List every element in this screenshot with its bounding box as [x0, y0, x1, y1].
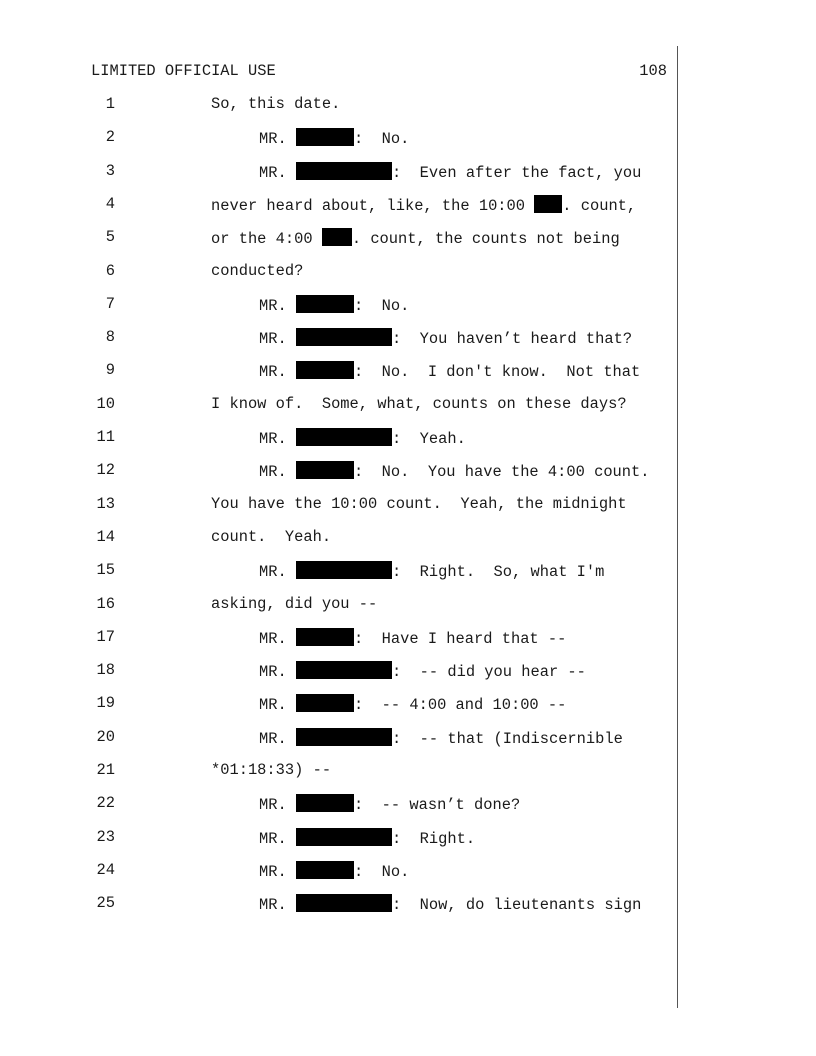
line-text-segment: : Right. So, what I'm — [391, 563, 605, 582]
line-text-segment: : -- that (Indiscernible — [391, 729, 623, 748]
redaction-box — [296, 128, 354, 146]
line-text-segment: : No. — [353, 130, 410, 149]
line-text — [259, 694, 566, 714]
line-text-segment: MR. — [259, 796, 296, 815]
redaction-box — [296, 861, 354, 879]
line-text — [259, 794, 520, 814]
transcript-line — [0, 728, 816, 752]
line-text-segment: MR. — [259, 862, 296, 881]
transcript-line — [0, 628, 816, 652]
redaction-box — [296, 794, 354, 812]
line-text-segment: MR. — [259, 363, 296, 382]
line-text-segment: or the 4:00 — [211, 230, 322, 249]
transcript-line — [0, 894, 816, 918]
transcript-line — [0, 495, 816, 519]
transcript-line — [0, 295, 816, 319]
line-text-segment: : -- did you hear -- — [391, 663, 586, 682]
line-text-segment: You have the 10:00 count. Yeah, the midnight — [211, 494, 627, 513]
transcript-line — [0, 794, 816, 818]
line-text — [259, 728, 623, 748]
line-text — [211, 495, 627, 513]
line-text-segment: . count, the counts not being — [351, 230, 620, 249]
line-text-segment: So, this date. — [211, 95, 341, 113]
line-number: 19 — [96, 694, 115, 713]
line-number: 12 — [96, 461, 115, 480]
redaction-box — [296, 728, 392, 746]
line-text — [211, 262, 303, 280]
line-text — [259, 561, 604, 581]
line-text-segment: : Even after the fact, you — [391, 163, 642, 182]
line-number: 3 — [105, 161, 115, 180]
transcript-line — [0, 428, 816, 452]
line-text-segment: : Yeah. — [391, 430, 466, 448]
line-text-segment: : -- 4:00 and 10:00 -- — [353, 696, 567, 715]
redaction-box — [322, 228, 352, 246]
line-text-segment: : No. I don't know. Not that — [353, 363, 641, 382]
line-number: 11 — [96, 428, 115, 446]
line-text-segment: MR. — [259, 896, 296, 915]
line-text — [259, 461, 650, 481]
redaction-box — [296, 428, 392, 446]
line-text — [259, 361, 640, 381]
redaction-box — [296, 694, 354, 712]
transcript-line — [0, 761, 816, 785]
line-text-segment: MR. — [259, 729, 296, 748]
transcript-line — [0, 328, 816, 352]
line-number: 16 — [96, 594, 115, 613]
line-text-segment: : Have I heard that -- — [353, 629, 567, 648]
line-text-segment: : No. You have the 4:00 count. — [353, 463, 650, 482]
line-number: 18 — [96, 661, 115, 680]
redaction-box — [296, 361, 354, 379]
redaction-box — [296, 661, 392, 679]
line-text-segment: MR. — [259, 629, 296, 648]
line-number: 23 — [96, 827, 115, 846]
line-text-segment: : Now, do lieutenants sign — [391, 896, 642, 915]
redaction-box — [296, 162, 392, 180]
transcript-line — [0, 661, 816, 685]
line-text — [259, 428, 466, 448]
line-number: 8 — [105, 328, 115, 347]
line-text — [211, 228, 620, 248]
line-number: 10 — [96, 394, 115, 413]
line-text-segment: never heard about, like, the 10:00 — [211, 196, 535, 215]
line-text-segment: MR. — [259, 430, 296, 448]
line-number: 13 — [96, 494, 115, 513]
line-text-segment: MR. — [259, 296, 296, 315]
transcript-line — [0, 95, 816, 119]
line-number: 5 — [105, 228, 115, 247]
line-text-segment: : No. — [353, 862, 410, 881]
page-number: 108 — [639, 62, 667, 80]
transcript-line — [0, 828, 816, 852]
line-text-segment: . count, — [562, 196, 637, 215]
redaction-box — [296, 628, 354, 646]
line-text — [211, 95, 340, 113]
transcript-line — [0, 595, 816, 619]
line-text — [211, 528, 331, 546]
line-text-segment: MR. — [259, 829, 296, 848]
line-text-segment: : You haven’t heard that? — [391, 330, 633, 349]
line-text — [211, 195, 636, 215]
redaction-box — [296, 461, 354, 479]
redaction-box — [296, 828, 392, 846]
line-text — [259, 661, 586, 681]
line-text-segment: MR. — [259, 130, 296, 149]
transcript-line — [0, 128, 816, 152]
line-text — [211, 761, 331, 779]
line-text-segment: conducted? — [211, 261, 304, 280]
transcript-line — [0, 162, 816, 186]
line-number: 14 — [96, 527, 115, 546]
line-number: 22 — [96, 794, 115, 813]
line-text-segment: MR. — [259, 463, 296, 482]
line-number: 20 — [96, 727, 115, 746]
redaction-box — [296, 561, 392, 579]
transcript-line — [0, 262, 816, 286]
redaction-box — [534, 195, 562, 213]
line-text — [259, 162, 641, 182]
transcript-line — [0, 461, 816, 485]
transcript-line — [0, 195, 816, 219]
page-header-classification: LIMITED OFFICIAL USE — [91, 62, 276, 80]
line-text-segment: MR. — [259, 696, 296, 715]
transcript-line — [0, 528, 816, 552]
line-number: 4 — [105, 194, 115, 213]
redaction-box — [296, 295, 354, 313]
line-text-segment: count. Yeah. — [211, 527, 332, 546]
line-text — [211, 395, 627, 413]
transcript-line — [0, 361, 816, 385]
line-text-segment: : No. — [353, 296, 410, 315]
transcript-line — [0, 228, 816, 252]
line-number: 17 — [96, 627, 115, 646]
line-number: 15 — [96, 561, 115, 580]
line-text-segment: asking, did you -- — [211, 594, 378, 613]
transcript-line — [0, 561, 816, 585]
line-text-segment: *01:18:33) -- — [211, 761, 332, 779]
transcript-line — [0, 861, 816, 885]
line-number: 1 — [105, 95, 115, 113]
line-text-segment: MR. — [259, 163, 296, 182]
line-text — [259, 628, 566, 648]
line-number: 2 — [105, 128, 115, 147]
line-number: 6 — [105, 261, 115, 280]
line-number: 21 — [96, 761, 115, 779]
line-text — [259, 295, 409, 315]
line-text-segment: I know of. Some, what, counts on these days? — [211, 394, 627, 413]
line-number: 24 — [96, 860, 115, 879]
redaction-box — [296, 328, 392, 346]
line-text-segment: : -- wasn’t done? — [353, 796, 521, 815]
line-number: 9 — [105, 361, 115, 380]
transcript-line — [0, 694, 816, 718]
line-text-segment: : Right. — [391, 829, 476, 848]
line-text — [259, 828, 475, 848]
line-text — [259, 861, 409, 881]
line-text-segment: MR. — [259, 663, 296, 682]
redaction-box — [296, 894, 392, 912]
line-text — [211, 595, 377, 613]
line-text — [259, 894, 641, 914]
line-text — [259, 328, 632, 348]
line-number: 25 — [96, 894, 115, 913]
transcript-line — [0, 395, 816, 419]
line-text-segment: MR. — [259, 563, 296, 582]
line-number: 7 — [105, 294, 115, 313]
line-text-segment: MR. — [259, 330, 296, 349]
line-text — [259, 128, 409, 148]
